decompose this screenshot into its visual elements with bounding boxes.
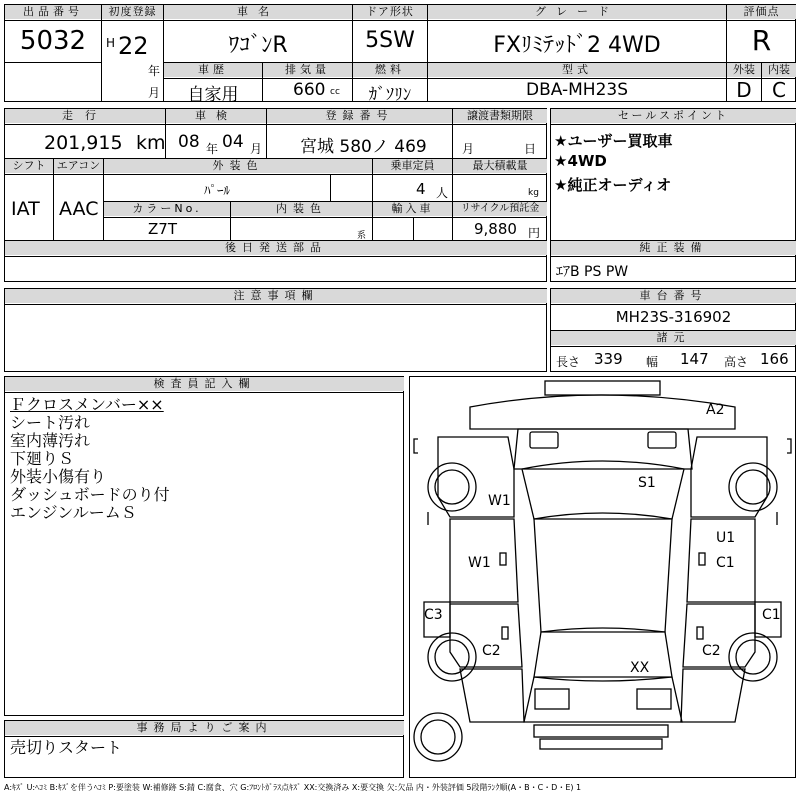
ext-color-label: 外装色 <box>104 159 372 173</box>
mileage: 201,915 <box>44 132 123 154</box>
inspector-note: シート汚れ <box>10 413 91 432</box>
int-color-suffix: 系 <box>357 231 367 241</box>
office-text: 売切りスタート <box>10 738 123 757</box>
damage-mark: C1 <box>716 555 735 571</box>
front-panel <box>470 395 735 429</box>
ext-score: D <box>736 78 752 102</box>
history: 自家用 <box>187 85 239 105</box>
capacity: 4 <box>416 180 426 198</box>
shift: IAT <box>11 198 40 220</box>
right-front-fender <box>691 437 767 517</box>
specs-label: 諸元 <box>551 331 796 345</box>
legend: A:ｷｽﾞ U:ﾍｺﾐ B:ｷｽﾞを伴うﾍｺﾐ P:要塗装 W:補修跡 S:錆 C:腐食、穴 G:ﾌﾛﾝﾄｶﾞﾗｽ点ｷｽﾞ XX:交換済み X:要交換 欠:欠品 内・外装評価 5段階ﾗﾝｸ順(A・B・C・D・E) 1 <box>4 783 582 792</box>
roof <box>534 519 672 632</box>
history-label: 車歴 <box>164 63 262 77</box>
sales-point: ★ユーザー買取車 <box>554 132 673 150</box>
car-diagram-svg <box>410 377 795 777</box>
ext-label: 外装 <box>727 63 761 77</box>
sales-point: ★純正オーディオ <box>554 176 672 194</box>
car-name-label: 車名 <box>164 5 352 19</box>
damage-mark: C2 <box>482 643 501 659</box>
capacity-unit: 人 <box>436 186 449 200</box>
inspector-note: 下廻りＳ <box>10 449 75 468</box>
chassis-no: MH23S-316902 <box>615 308 732 326</box>
door-type: 5SW <box>365 28 415 53</box>
front-bumper <box>545 381 660 395</box>
left-quarter <box>460 669 524 722</box>
era: H <box>106 36 116 50</box>
insp-year: 08 <box>178 132 200 152</box>
first-reg-year: 22 <box>118 32 149 60</box>
color-no: Z7T <box>148 220 177 238</box>
score-label: 評価点 <box>727 5 796 19</box>
car-diagram <box>409 376 796 778</box>
car-name: ﾜｺﾞﾝR <box>228 33 288 58</box>
insp-year-unit: 年 <box>206 142 219 156</box>
factory-equipment: ｴｱB PS PW <box>556 264 629 280</box>
lot-no-label: 出品番号 <box>5 5 101 19</box>
height: 166 <box>760 350 789 368</box>
damage-mark: A2 <box>706 402 725 418</box>
int-score: C <box>772 78 786 102</box>
chassis-label: 車台番号 <box>551 289 796 303</box>
recycle-label: リサイクル預託金 <box>453 202 547 216</box>
length: 339 <box>594 350 623 368</box>
recycle-fee: 9,880 <box>474 220 517 238</box>
office-label: 事務局よりご案内 <box>5 721 404 735</box>
inspector-note: 室内薄汚れ <box>10 431 91 450</box>
import-label: 輸入車 <box>373 202 452 216</box>
width: 147 <box>680 350 709 368</box>
color-no-label: カラーNo. <box>104 202 230 216</box>
inspector-note: Ｆクロスメンバー×× <box>10 395 164 414</box>
transfer-day: 日 <box>524 142 537 156</box>
inspector-note: エンジンルームＳ <box>10 503 137 522</box>
damage-mark: S1 <box>638 475 656 491</box>
fuel-label: 燃料 <box>353 63 427 77</box>
cc-unit: cc <box>330 87 340 97</box>
year-unit: 年 <box>148 64 161 78</box>
rear-deck <box>524 677 682 722</box>
right-quarter <box>681 669 745 722</box>
mileage-label: 走行 <box>5 109 165 123</box>
inspector-note: ダッシュボードのり付 <box>10 485 170 504</box>
score: R <box>751 24 772 57</box>
hood <box>514 429 692 469</box>
height-label: 高さ <box>724 355 749 369</box>
ac-label: エアコン <box>54 159 103 173</box>
int-label: 内装 <box>762 63 796 77</box>
rear-window <box>534 628 672 681</box>
reg-no-label: 登録番号 <box>267 109 452 123</box>
inspection-label: 車検 <box>166 109 266 123</box>
reg-no: 宮城 580ノ 469 <box>300 137 427 157</box>
int-color-label: 内装色 <box>231 202 372 216</box>
sales-point: ★4WD <box>554 152 607 170</box>
damage-mark: C2 <box>702 643 721 659</box>
fuel: ｶﾞｿﾘﾝ <box>368 85 412 105</box>
capacity-label: 乗車定員 <box>373 159 452 173</box>
shift-label: シフト <box>5 159 53 173</box>
load-unit: kg <box>528 188 539 198</box>
yen-unit: 円 <box>528 226 541 240</box>
displacement: 660 <box>293 80 326 100</box>
damage-mark: C3 <box>424 607 443 623</box>
damage-mark: W1 <box>468 555 491 571</box>
ext-color: ﾊﾟｰﾙ <box>204 184 230 199</box>
notes-label: 注意事項欄 <box>5 289 547 303</box>
lot-no: 5032 <box>19 26 87 56</box>
door-label: ドア形状 <box>353 5 427 19</box>
inspector-note: 外装小傷有り <box>10 467 107 486</box>
air-conditioner: AAC <box>59 198 99 220</box>
insp-month-unit: 月 <box>250 142 263 156</box>
mileage-unit: km <box>136 132 166 154</box>
later-parts-label: 後日発送部品 <box>5 241 547 255</box>
sales-label: セールスポイント <box>551 109 796 123</box>
factory-label: 純正装備 <box>551 241 796 255</box>
grade-label: グレード <box>428 5 726 19</box>
length-label: 長さ <box>556 355 581 369</box>
model: DBA-MH23S <box>525 80 629 100</box>
grade: FXﾘﾐﾃｯﾄﾞ2 4WD <box>493 33 661 58</box>
transfer-label: 譲渡書類期限 <box>453 109 547 123</box>
damage-mark: C1 <box>762 607 781 623</box>
damage-mark: W1 <box>488 493 511 509</box>
first-reg-label: 初度登録 <box>102 5 163 19</box>
month-unit: 月 <box>148 86 161 100</box>
damage-mark: U1 <box>716 530 736 546</box>
width-label: 幅 <box>646 355 659 369</box>
model-label: 型式 <box>428 63 726 77</box>
rear-bumper <box>534 725 668 737</box>
inspector-label: 検査員記入欄 <box>5 377 404 391</box>
windshield <box>522 461 684 519</box>
displacement-label: 排気量 <box>263 63 352 77</box>
insp-month: 04 <box>222 132 244 152</box>
damage-mark: XX <box>630 660 650 676</box>
load-label: 最大積載量 <box>453 159 547 173</box>
transfer-month: 月 <box>462 142 475 156</box>
